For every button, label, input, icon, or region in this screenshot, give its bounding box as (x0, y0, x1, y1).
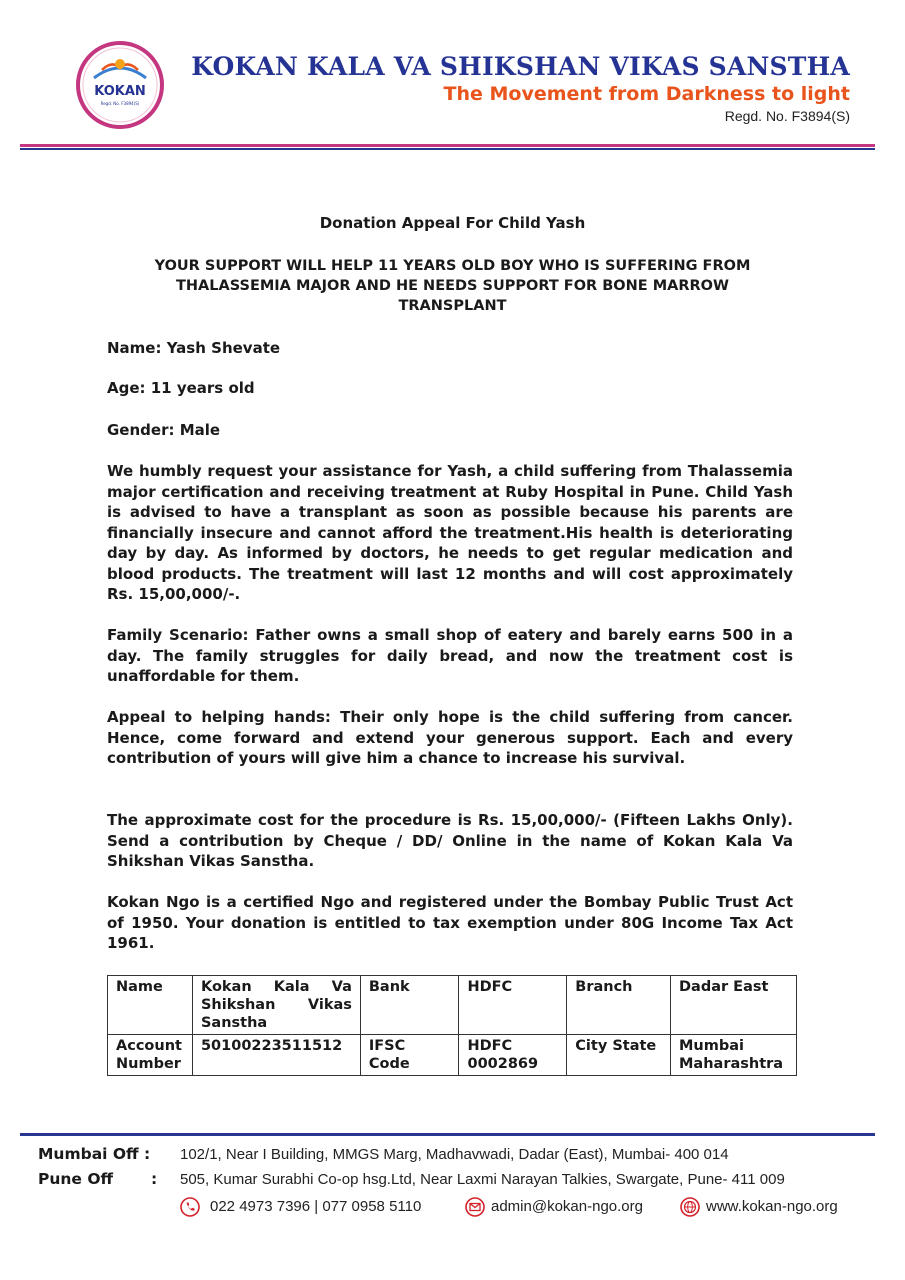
table-cell: HDFC (459, 976, 567, 1035)
pune-office-address: 505, Kumar Surabhi Co-op hsg.Ltd, Near Laxmi Narayan Talkies, Swargate, Pune- 411 009 (180, 1171, 785, 1188)
organization-name: KOKAN KALA VA SHIKSHAN VIKAS SANSTHA (191, 52, 850, 81)
family-scenario-paragraph: Family Scenario: Father owns a small shop of eatery and barely earns 500 in a day. The family struggles for daily bread, and now the treatment cost is unaffordable for them. (107, 626, 793, 685)
table-cell: City State (567, 1035, 671, 1076)
registration-number: Regd. No. F3894(S) (724, 108, 850, 124)
table-row (108, 976, 797, 1035)
header-divider-blue (20, 148, 875, 150)
patient-name: Name: Yash Shevate (107, 339, 281, 357)
footer-divider (20, 1133, 875, 1136)
pune-office-colon: : (151, 1170, 158, 1188)
globe-icon (680, 1197, 700, 1217)
table-cell: Name (108, 976, 193, 1035)
phone-numbers: 022 4973 7396 | 077 0958 5110 (210, 1198, 422, 1215)
header-divider-magenta (20, 144, 875, 147)
organization-tagline: The Movement from Darkness to light (443, 83, 850, 105)
table-cell: Kokan Kala Va Shikshan Vikas Sanstha (192, 976, 360, 1035)
email-icon (465, 1197, 485, 1217)
table-cell: Branch (567, 976, 671, 1035)
kokan-logo (72, 40, 168, 130)
table-cell: Account Number (108, 1035, 193, 1076)
patient-gender: Gender: Male (107, 421, 221, 439)
email-address[interactable]: admin@kokan-ngo.org (491, 1198, 643, 1215)
table-cell: 50100223511512 (192, 1035, 360, 1076)
table-cell: Dadar East (671, 976, 797, 1035)
cost-paragraph: The approximate cost for the procedure is Rs. 15,00,000/- (Fifteen Lakhs Only). Send a contribution by Cheque / DD/ Online in the name of Kokan Kala Va Shikshan Vikas Sanstha. (107, 811, 793, 870)
phone-icon (180, 1197, 200, 1217)
appeal-paragraph: We humbly request your assistance for Yash, a child suffering from Thalassemia major certification and receiving treatment at Ruby Hospital in Pune. Child Yash is advised to have a transplant as soon as possible because his parents are financially insecure and cannot afford the treatment.His health is deteriorating day by day. As informed by doctors, he needs to get regular medication and blood products. The treatment will last 12 months and will cost approximately Rs. 15,00,000/-. (107, 462, 793, 603)
website-link[interactable]: www.kokan-ngo.org (706, 1198, 838, 1215)
document-title: Donation Appeal For Child Yash (319, 214, 586, 232)
table-cell: IFSC Code (360, 1035, 459, 1076)
pune-office-label: Pune Off (38, 1170, 114, 1188)
table-cell: HDFC 0002869 (459, 1035, 567, 1076)
bank-details-table (107, 975, 797, 1076)
svg-text:Regd. No. F3894(S): Regd. No. F3894(S) (100, 101, 140, 106)
mumbai-office-address: 102/1, Near I Building, MMGS Marg, Madhavwadi, Dadar (East), Mumbai- 400 014 (180, 1146, 729, 1163)
table-cell: Mumbai Maharashtra (671, 1035, 797, 1076)
patient-age: Age: 11 years old (107, 379, 255, 397)
document-headline: YOUR SUPPORT WILL HELP 11 YEARS OLD BOY WHO IS SUFFERING FROM THALASSEMIA MAJOR AND HE NEEDS SUPPORT FOR BONE MARROW TRANSPLANT (154, 258, 751, 314)
mumbai-office-label: Mumbai Off : (38, 1145, 151, 1163)
helping-hands-paragraph: Appeal to helping hands: Their only hope is the child suffering from cancer. Hence, come forward and extend your generous support. Each and every contribution of yours will give him a chance to increase his survival. (107, 708, 793, 767)
tax-exemption-paragraph: Kokan Ngo is a certified Ngo and registered under the Bombay Public Trust Act of 1950. Your donation is entitled to tax exemption under 80G Income Tax Act 1961. (107, 893, 793, 952)
svg-text:KOKAN: KOKAN (94, 84, 146, 99)
table-cell: Bank (360, 976, 459, 1035)
table-row (108, 1035, 797, 1076)
